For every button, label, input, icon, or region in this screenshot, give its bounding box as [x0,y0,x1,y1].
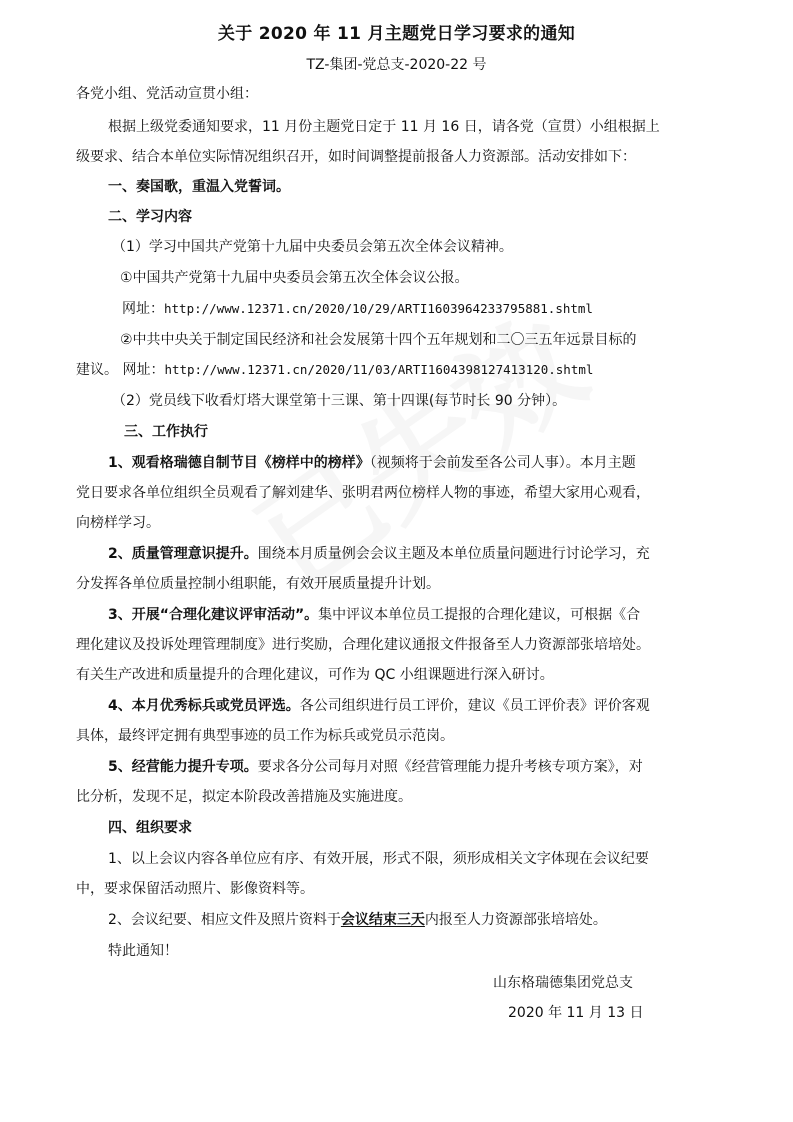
requirement-1-line-1: 1、以上会议内容各单位应有序、有效开展，形式不限，须形成相关文字体现在会议纪要 [108,851,649,867]
study-item-2: （2）党员线下收看灯塔大课堂第十三课、第十四课(每节时长 90 分钟）。 [112,393,567,409]
work-item-1-line-3: 向榜样学习。 [76,515,160,531]
work-item-3-line-2: 理化建议及投诉处理管理制度》进行奖励，合理化建议通报文件报备至人力资源部张培培处。 [76,637,650,653]
work-item-5-text: 要求各分公司每月对照《经营管理能力提升考核专项方案》，对 [257,759,643,775]
work-item-3-heading: 3、开展“合理化建议评审活动”。 [108,607,319,623]
work-item-3-text: 集中评议本单位员工提报的合理化建议，可根据《合 [318,607,641,623]
section-2-heading: 二、学习内容 [108,209,192,225]
requirement-2-deadline: 会议结束三天 [340,912,425,928]
intro-line-1: 根据上级党委通知要求，11 月份主题党日定于 11 月 16 日，请各党（宣贯）小组根据上 [108,119,660,135]
section-1-heading: 一、奏国歌，重温入党誓词。 [108,179,290,195]
study-item-1-sub-2-cont: 建议。 网址： [76,362,165,378]
work-item-5-heading: 5、经营能力提升专项。 [108,759,258,775]
work-item-1-line-1 [108,453,636,473]
url-line-1 [122,299,593,319]
signature-date: 2020 年 11 月 13 日 [508,1005,644,1021]
work-item-1-text: （视频将于会前发至各公司人事）。本月主题 [369,455,636,471]
intro-line-2: 级要求、结合本单位实际情况组织召开，如时间调整提前报备人力资源部。活动安排如下： [76,149,636,165]
work-item-5-line-2: 比分析，发现不足，拟定本阶段改善措施及实施进度。 [76,789,412,805]
work-item-2-line-1 [108,544,650,564]
work-item-3-line-1 [108,605,640,625]
url-label: 网址： [122,301,164,317]
study-item-1-sub-2: ②中共中央关于制定国民经济和社会发展第十四个五年规划和二〇三五年远景目标的 [120,332,637,348]
study-item-1: （1）学习中国共产党第十九届中央委员会第五次全体会议精神。 [112,239,513,255]
document-title: 关于 2020 年 11 月主题党日学习要求的通知 [217,24,576,44]
work-item-1-line-2: 党日要求各单位组织全员观看了解刘建华、张明君两位榜样人物的事迹，希望大家用心观看， [76,485,650,501]
work-item-2-heading: 2、质量管理意识提升。 [108,546,258,562]
url-link-2[interactable]: http://www.12371.cn/2020/11/03/ARTI1604398127413120.shtml [164,362,594,377]
work-item-4-line-1 [108,696,650,716]
url-link-1[interactable]: http://www.12371.cn/2020/10/29/ARTI1603964233795881.shtml [164,301,593,316]
work-item-2-text: 围绕本月质量例会会议主题及本单位质量问题进行讨论学习，充 [257,546,650,562]
watermark [218,272,612,619]
work-item-4-line-2: 具体，最终评定拥有典型事迹的员工作为标兵或党员示范岗。 [76,728,454,744]
work-item-2-line-2: 分发挥各单位质量控制小组职能，有效开展质量提升计划。 [76,576,440,592]
closing-remark: 特此通知！ [108,943,178,959]
section-3-heading: 三、工作执行 [124,424,208,440]
requirement-2 [108,910,607,930]
signature-org: 山东格瑞德集团党总支 [493,975,633,991]
document-number: TZ-集团-党总支-2020-22 号 [306,57,487,73]
work-item-1-heading: 1、观看格瑞德自制节目《榜样中的榜样》 [108,455,370,471]
salutation: 各党小组、党活动宣贯小组： [76,86,258,102]
work-item-5-line-1 [108,757,643,777]
section-4-heading: 四、组织要求 [108,820,192,836]
requirement-1-line-2: 中，要求保留活动照片、影像资料等。 [76,881,314,897]
requirement-2-text-pre: 2、会议纪要、相应文件及照片资料于 [108,912,341,928]
work-item-3-line-3: 有关生产改进和质量提升的合理化建议，可作为 QC 小组课题进行深入研讨。 [76,667,554,683]
url-line-2 [76,360,593,380]
work-item-4-heading: 4、本月优秀标兵或党员评选。 [108,698,300,714]
requirement-2-text-post: 内报至人力资源部张培培处。 [424,912,607,928]
work-item-4-text: 各公司组织进行员工评价，建议《员工评价表》评价客观 [299,698,650,714]
study-item-1-sub-1: ①中国共产党第十九届中央委员会第五次全体会议公报。 [120,270,469,286]
